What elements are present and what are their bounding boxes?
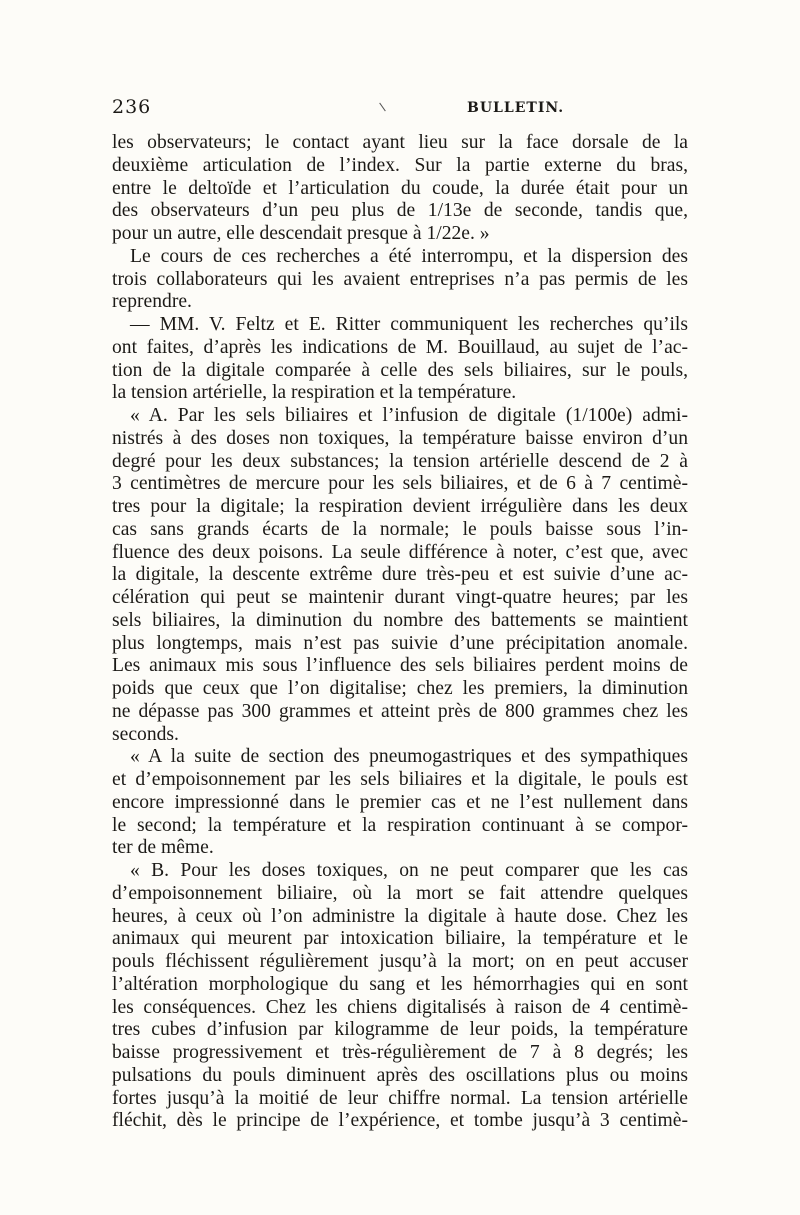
text-line: baisse progressivement et très-régulièrement de 7 à 8 degrés; les [112,1042,688,1063]
text-line: la digitale, la descente extrême dure très-peu et est suivie d’une ac- [112,564,688,586]
text-line: entre le deltoïde et l’articulation du coude, la durée était pour un [112,177,688,199]
text-line: 3 centimètres de mercure pour les sels biliaires, et de 6 à 7 centimè- [112,473,688,495]
text-line: célération qui peut se maintenir durant vingt-quatre heures; par les [112,587,688,608]
text-line: Les animaux mis sous l’influence des sels biliaires perdent moins de [112,655,688,677]
text-line: degré pour les deux substances; la tension artérielle descend de 2 à [112,450,688,472]
text-line: pour un autre, elle descendait presque à 1/22e. » [112,223,490,244]
page-number: 236 [112,96,152,118]
text-line: fléchit, dès le principe de l’expérience, et tombe jusqu’à 3 centimè- [112,1110,688,1132]
text-line: reprendre. [112,291,192,313]
text-line: tres cubes d’infusion par kilogramme de leur poids, la température [112,1019,688,1041]
text-line: la tension artérielle, la respiration et la température. [112,382,517,404]
text-line: pulsations du pouls diminuent après des oscillations plus ou moins [112,1064,688,1086]
text-line: nistrés à des doses non toxiques, la température baisse environ d’un [112,427,688,449]
text-line: Le cours de ces recherches a été interrompu, et la dispersion des [130,245,688,267]
text-line: les observateurs; le contact ayant lieu sur la face dorsale de la [112,132,688,153]
text-line: poids que ceux que l’on digitalise; chez les premiers, la diminution [112,678,688,699]
text-line: heures, à ceux où l’on administre la digitale à haute dose. Chez les [112,905,688,927]
text-line: encore impressionné dans le premier cas et ne l’est nullement dans [112,791,688,813]
text-line: tres pour la digitale; la respiration devient irrégulière dans les deux [112,496,688,517]
text-line: d’empoisonnement biliaire, où la mort se fait attendre quelques [112,882,688,904]
text-line: ne dépasse pas 300 grammes et atteint près de 800 grammes chez les [112,700,688,722]
text-line: des observateurs d’un peu plus de 1/13e de seconde, tandis que, [112,200,688,222]
text-line: pouls fléchissent régulièrement jusqu’à la mort; on en peut accuser [112,951,688,972]
text-line: cas sans grands écarts de la normale; le pouls baisse sous l’in- [112,518,688,540]
text-line: trois collaborateurs qui les avaient entreprises n’a pas permis de les [112,268,688,290]
text-line: animaux qui meurent par intoxication biliaire, la température et le [112,928,688,950]
text-line: « A la suite de section des pneumogastriques et des sympathiques [130,746,688,768]
text-line: tion de la digitale comparée à celle des sels biliaires, sur le pouls, [112,359,688,381]
running-title: BULLETIN. [467,100,565,116]
text-line: l’altération morphologique du sang et les hémorrhagies qui en sont [112,973,688,995]
text-line: plus longtemps, mais n’est pas suivie d’une précipitation anomale. [112,632,688,654]
body-text [112,132,688,1133]
text-line: seconds. [112,723,179,745]
text-line: fortes jusqu’à la moitié de leur chiffre normal. La tension artérielle [112,1087,688,1109]
text-line: « A. Par les sels biliaires et l’infusion de digitale (1/100e) admi- [130,405,688,426]
text-line: deuxième articulation de l’index. Sur la partie externe du bras, [112,154,688,176]
text-line: « B. Pour les doses toxiques, on ne peut comparer que les cas [130,860,688,881]
text-line: — MM. V. Feltz et E. Ritter communiquent les recherches qu’ils [130,314,688,335]
text-line: les conséquences. Chez les chiens digitalisés à raison de 4 centimè- [112,996,688,1018]
text-line: fluence des deux poisons. La seule différence à noter, c’est que, avec [112,541,688,563]
text-line: et d’empoisonnement par les sels biliaires et la digitale, le pouls est [112,769,688,790]
stray-mark [379,103,386,112]
text-line: ont faites, d’après les indications de M. Bouillaud, au sujet de l’ac- [112,336,688,358]
page-header [112,96,688,122]
text-line: sels biliaires, la diminution du nombre des battements se maintient [112,609,688,631]
text-line: ter de même. [112,837,214,859]
text-line: le second; la température et la respiration continuant à se compor- [112,814,688,836]
